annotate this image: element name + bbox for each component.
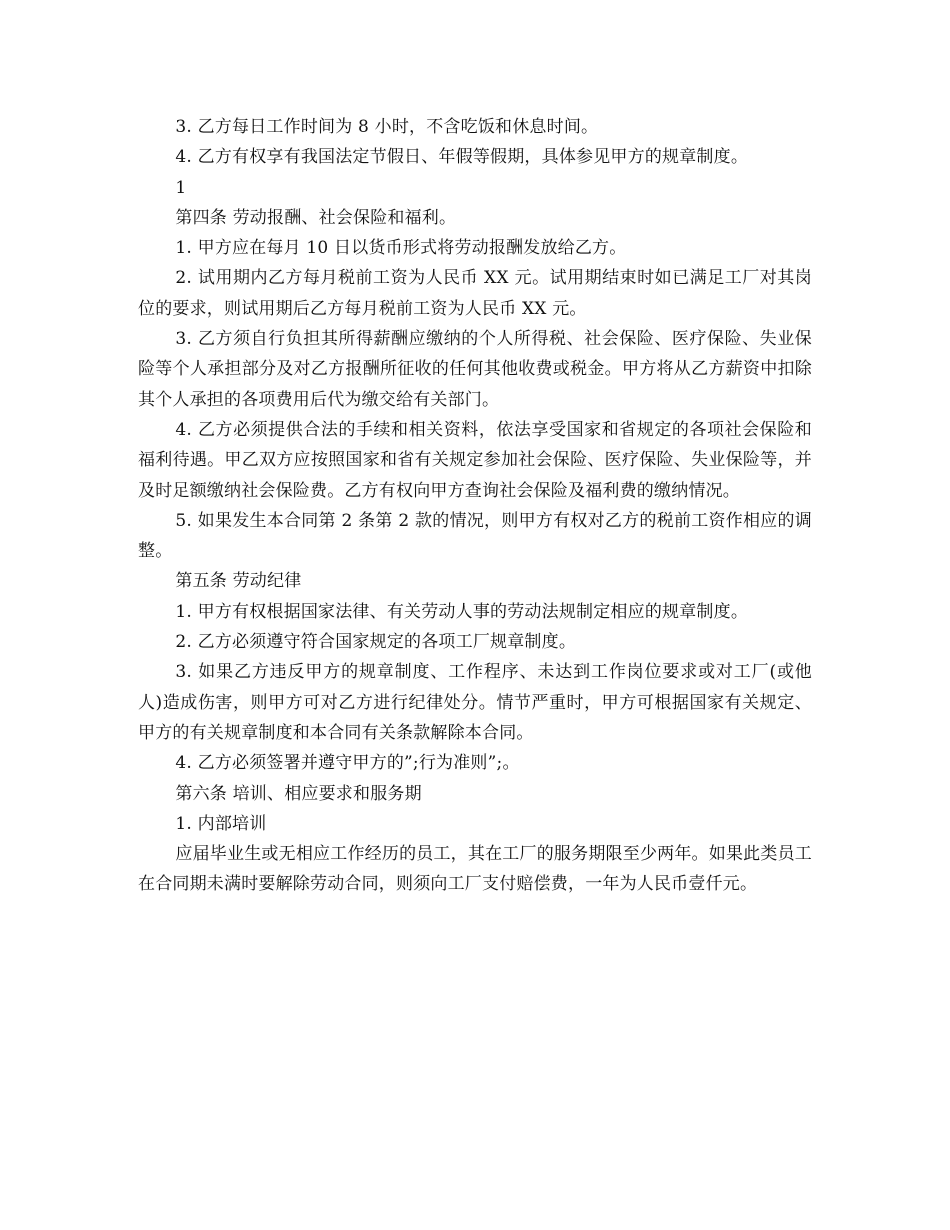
paragraph-internal-training: 1. 内部培训 — [175, 813, 267, 834]
paragraph-work-hours: 3. 乙方每日工作时间为 8 小时，不含吃饭和休息时间。 — [175, 117, 599, 137]
article-6-heading: 第六条 培训、相应要求和服务期 — [175, 783, 422, 804]
article-5-heading: 第五条 劳动纪律 — [175, 571, 302, 592]
paragraph-service-period: 应届毕业生或无相应工作经历的员工，其在工厂的服务期限至少两年。如果此类员工在合同期未满时要解除劳动合同，则须向工厂支付赔偿费，一年为人民币壹仟元。 — [138, 844, 812, 895]
paragraph-rules-compliance: 2. 乙方必须遵守符合国家规定的各项工厂规章制度。 — [175, 632, 577, 653]
paragraph-code-of-conduct: 4. 乙方必须签署并遵守甲方的”;行为准则”;。 — [175, 753, 520, 774]
paragraph-tax-insurance: 3. 乙方须自行负担其所得薪酬应缴纳的个人所得税、社会保险、医疗保险、失业保险等个人承担部分及对乙方报酬所征收的任何其他收费或税金。甲方将从乙方薪资中扣除其个人承担的各项费用后代为缴交给有关部门。 — [138, 329, 812, 410]
article-4-heading: 第四条 劳动报酬、社会保险和福利。 — [175, 207, 457, 228]
paragraph-social-insurance: 4. 乙方必须提供合法的手续和相关资料，依法享受国家和省规定的各项社会保险和福利待遇。甲乙双方应按照国家和省有关规定参加社会保险、医疗保险、失业保险等，并及时足额缴纳社会保险费。乙方有权向甲方查询社会保险及福利费的缴纳情况。 — [138, 419, 812, 501]
paragraph-holidays: 4. 乙方有权享有我国法定节假日、年假等假期，具体参见甲方的规章制度。 — [175, 147, 749, 168]
paragraph-salary-adjustment: 5. 如果发生本合同第 2 条第 2 款的情况，则甲方有权对乙方的税前工资作相应的调整。 — [138, 510, 812, 562]
paragraph-probation-salary: 2. 试用期内乙方每月税前工资为人民币 XX 元。试用期结束时如已满足工厂对其岗位的要求，则试用期后乙方每月税前工资为人民币 XX 元。 — [138, 268, 812, 319]
paragraph-salary-payment: 1. 甲方应在每月 10 日以货币形式将劳动报酬发放给乙方。 — [175, 238, 627, 259]
paragraph-discipline: 3. 如果乙方违反甲方的规章制度、工作程序、未达到工作岗位要求或对工厂(或他人)造成伤害，则甲方可对乙方进行纪律处分。情节严重时，甲方可根据国家有关规定、甲方的有关规章制度和本合同有关条款解除本合同。 — [138, 662, 812, 743]
page-number: 1 — [175, 177, 187, 198]
paragraph-rules-right: 1. 甲方有权根据国家法律、有关劳动人事的劳动法规制定相应的规章制度。 — [175, 601, 749, 622]
document-body — [138, 112, 812, 900]
